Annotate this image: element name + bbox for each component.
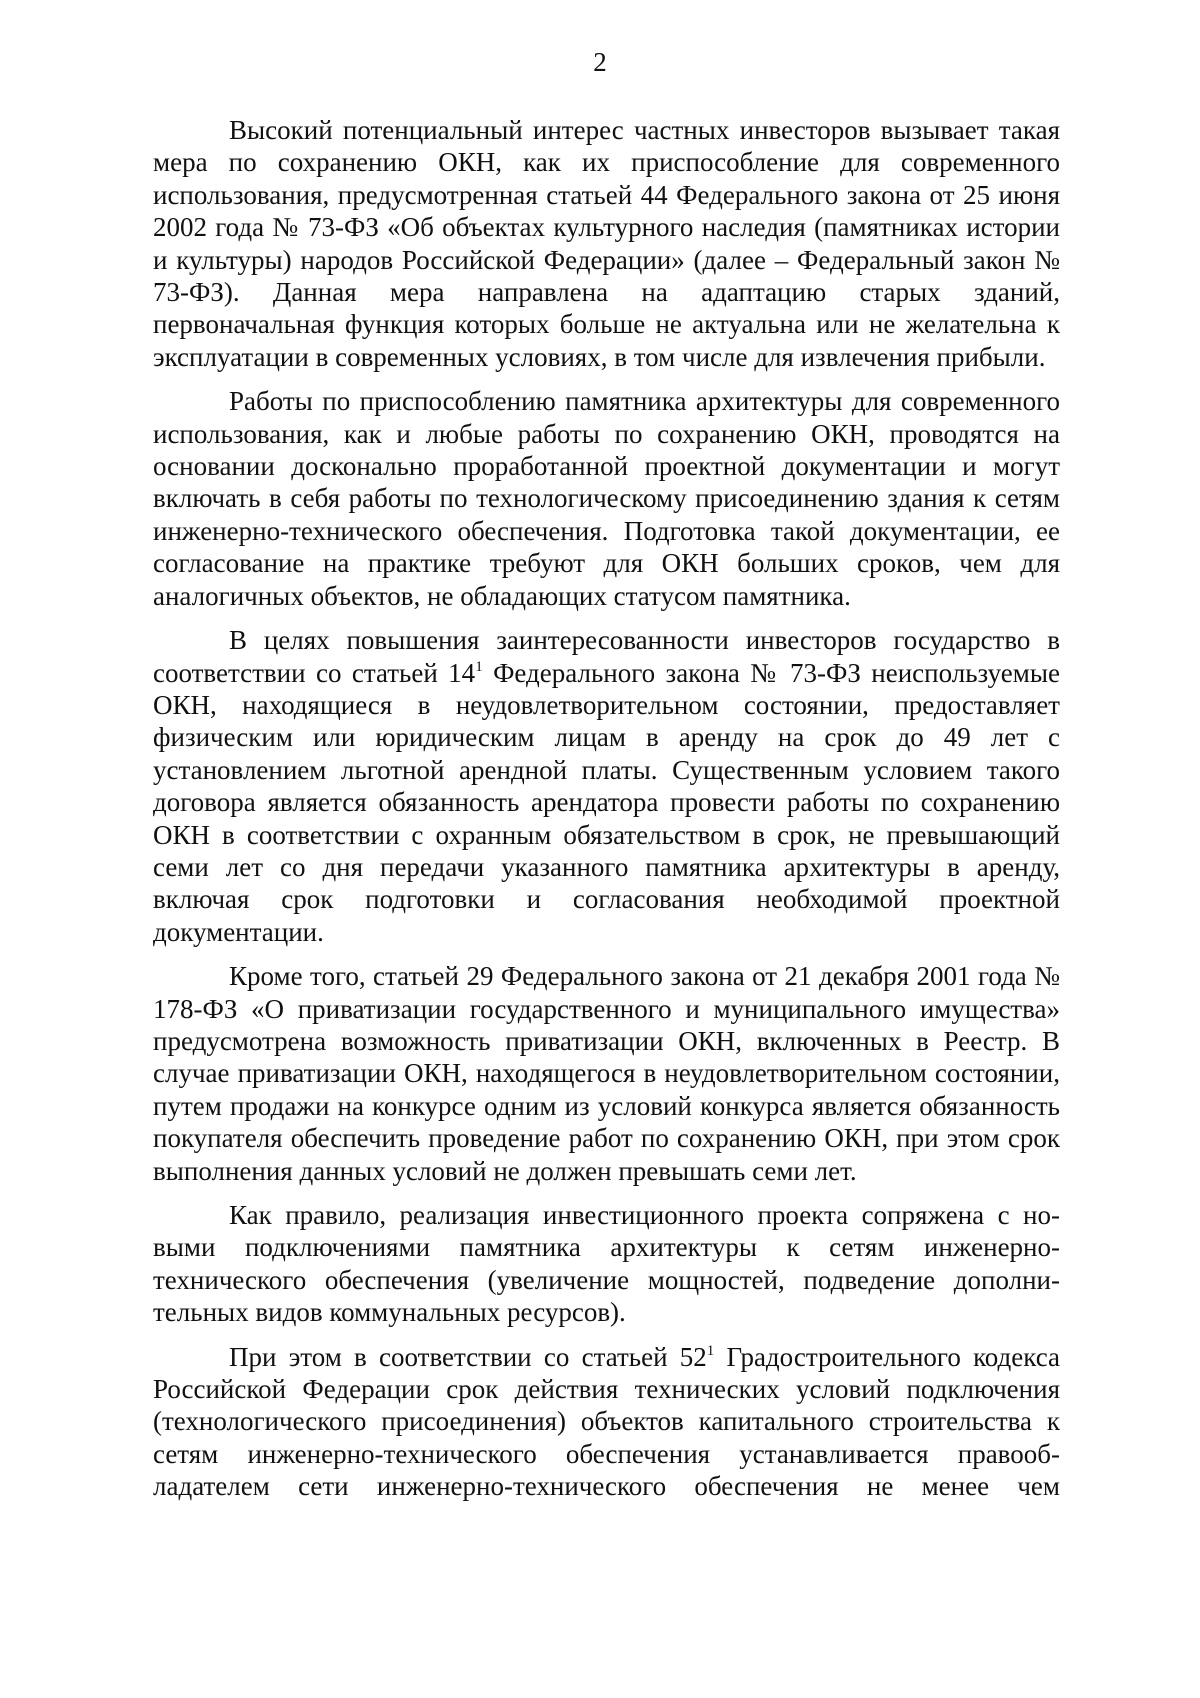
- paragraph-text: Градостроительного кодекса Российской Федерации срок действия технических условий подключения (технологического присоединения) объектов капитального строительства к сетям инженерно-технического обеспечения устанавливается правообладателем сети инженерно-технического обеспечения не менее чем: [153, 1341, 1060, 1502]
- paragraph-text: При этом в соответствии со статьей 52: [229, 1341, 707, 1372]
- paragraph-text: В целях повышения заинтересованности инвесторов государство в соответствии со статьей 14: [153, 625, 1060, 688]
- paragraph-adaptation-works: [153, 385, 1060, 612]
- superscript-index: 1: [475, 658, 483, 675]
- paragraph-privatization: [153, 960, 1060, 1187]
- paragraph-technical-conditions: [153, 1341, 1060, 1503]
- superscript-index: 1: [706, 1342, 715, 1359]
- paragraph-network-connections: [153, 1199, 1060, 1329]
- paragraph-lease-terms: [153, 624, 1060, 948]
- page-number: 2: [593, 47, 607, 77]
- paragraph-text: Высокий потенциальный интерес частных инвесторов вызывает такая мера по сохранению ОКН, как их приспособление для современного использования, предусмотренная статьей 44 Федерального закона от 25 июня 2002 года № 73-ФЗ «Об объектах культурного наследия (памятниках истории и культуры) народов Российской Федерации» (далее – Федеральный закон № 73-ФЗ). Данная мера направлена на адаптацию старых зданий, первоначальная функция которых больше не актуальна или не желательна к эксплуатации в современных условиях, в том числе для извлечения прибыли.: [153, 115, 1060, 372]
- paragraph-adaptation-interest: [153, 114, 1060, 373]
- document-body: [153, 114, 1060, 1515]
- paragraph-text: Федерального закона № 73-ФЗ неиспользуемые ОКН, находящиеся в неудовлетворительном состоянии, предоставляет физическим или юридическим лицам в аренду на срок до 49 лет с установлением льготной арендной платы. Существенным условием такого договора является обязанность арендатора провести работы по сохранению ОКН в соответствии с охранным обязательством в срок, не превышающий семи лет со дня передачи указанного памятника архитектуры в аренду, включая срок подготовки и согласования необходимой проектной документации.: [153, 657, 1060, 947]
- paragraph-text: Кроме того, статьей 29 Федерального закона от 21 декабря 2001 года № 178-ФЗ «О приватизации государственного и муниципального имущества» предусмотрена возможность приватизации ОКН, включенных в Реестр. В случае приватизации ОКН, находящегося в неудовлетворительном состоянии, путем продажи на конкурсе одним из условий конкурса является обязанность покупателя обеспечить проведение работ по сохранению ОКН, при этом срок выполнения данных условий не должен превышать семи лет.: [153, 961, 1060, 1186]
- paragraph-text: Работы по приспособлению памятника архитектуры для современного использования, как и любые работы по сохранению ОКН, проводятся на основании досконально проработанной проектной документации и могут включать в себя работы по технологическому присоединению здания к сетям инженерно-технического обеспечения. Подготовка такой документации, ее согласование на практике требуют для ОКН больших сроков, чем для аналогичных объектов, не обладающих статусом памятника.: [153, 386, 1060, 611]
- paragraph-text: Как правило, реализация инвестиционного проекта сопряжена с новыми подключениями памятника архитектуры к сетям инженерно-технического обеспечения (увеличение мощностей, подведение дополнительных видов коммунальных ресурсов).: [153, 1200, 1060, 1328]
